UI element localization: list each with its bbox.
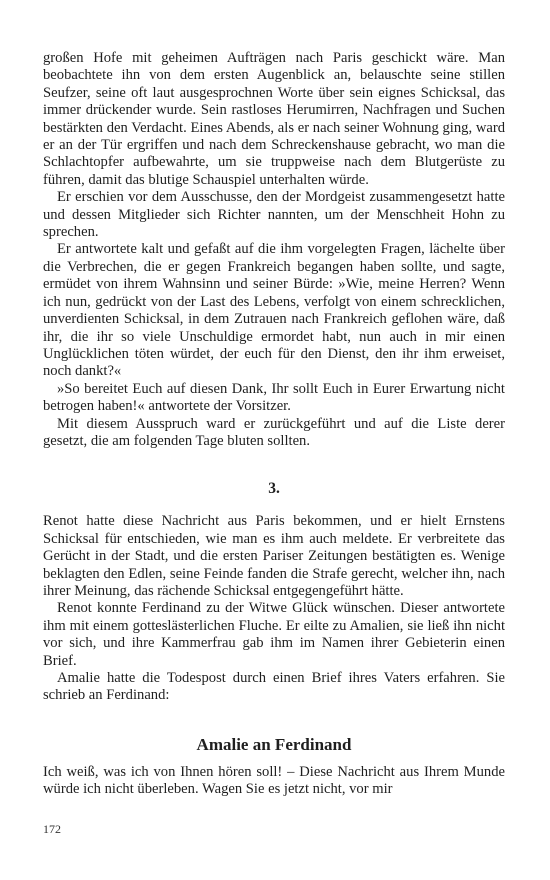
paragraph: Amalie hatte die Todespost durch einen Brief ihres Vaters erfahren. Sie schrieb an Ferdinand: (43, 670, 505, 704)
paragraph: Mit diesem Ausspruch ward er zurückgeführt und auf die Liste derer gesetzt, die am folgenden Tage bluten sollten. (43, 415, 505, 449)
paragraph: Er erschien vor dem Ausschusse, den der Mordgeist zusammengesetzt hatte und dessen Mitglieder sich Richter nannten, um der Menschheit Hohn zu sprechen. (43, 189, 505, 241)
paragraph: Renot konnte Ferdinand zu der Witwe Glück wünschen. Dieser antwortete ihm mit einem gotteslästerlichen Fluche. Er eilte zu Amalien, sie ließ ihn nicht vor sich, und ihre Kammerfrau gab ihm im Namen ihrer Gebieterin einen Brief. (43, 600, 505, 669)
paragraph: Ich weiß, was ich von Ihnen hören soll! – Diese Nachricht aus Ihrem Munde würde ich nicht überleben. Wagen Sie es jetzt nicht, vor mir (43, 763, 505, 798)
chapter-heading: 3. (268, 480, 280, 498)
paragraph: »So bereitet Euch auf diesen Dank, Ihr sollt Euch in Eurer Erwartung nicht betrogen haben!« antwortete der Vorsitzer. (43, 380, 505, 415)
page-number: 172 (43, 822, 61, 836)
paragraph: Er antwortete kalt und gefaßt auf die ihm vorgelegten Fragen, lächelte über die Verbrechen, die er gegen Frankreich begangen haben sollte, und sagte, ermüdet von ihrem Wahnsinn und seiner Bürde: »Wie, meine Herren? Wenn ich nun, gedrückt von der Last des Lebens, verfolgt von einem schrecklichen, unverdienten Schicksal, in dem Zutrauen nach Frankreich geflohen wäre, daß ihr, die ihr so viele Unschuldige ermordet habt, nun auch in mir einen Unglücklichen töten würdet, der euch für den Dienst, den ihr ihm erweiset, noch dankt?« (43, 241, 505, 380)
paragraph: großen Hofe mit geheimen Aufträgen nach Paris geschickt wäre. Man beobachtete ihn von dem ersten Augenblick an, belauschte seine stillen Seufzer, seine oft laut ausgesprochnen Worte über sein eignes Schicksal, das immer drückender wurde. Sein rastloses Herumirren, Nachfragen und Suchen bestärkten den Verdacht. Eines Abends, als er nach seiner Wohnung ging, ward er an der Tür ergriffen und nach dem Schreckenshause gebracht, wo man die Schlachtopfer aufbewahrte, um sie truppweise nach dem Blutgerüste zu führen, damit das blutige Schauspiel unterhalten würde. (43, 50, 505, 188)
letter-heading: Amalie an Ferdinand (196, 734, 352, 754)
paragraph: Renot hatte diese Nachricht aus Paris bekommen, und er hielt Ernstens Schicksal für entschieden, wie man es ihm auch meldete. Er verbreitete das Gerücht in der Stadt, und die ersten Pariser Zeitungen bestätigten es. Wenige beklagten den Edlen, seine Feinde fanden die Strafe gerecht, welcher ihn, nach ihrer Meinung, das rächende Schicksal entgegengeführt hätte. (43, 513, 505, 599)
book-page (43, 50, 505, 799)
